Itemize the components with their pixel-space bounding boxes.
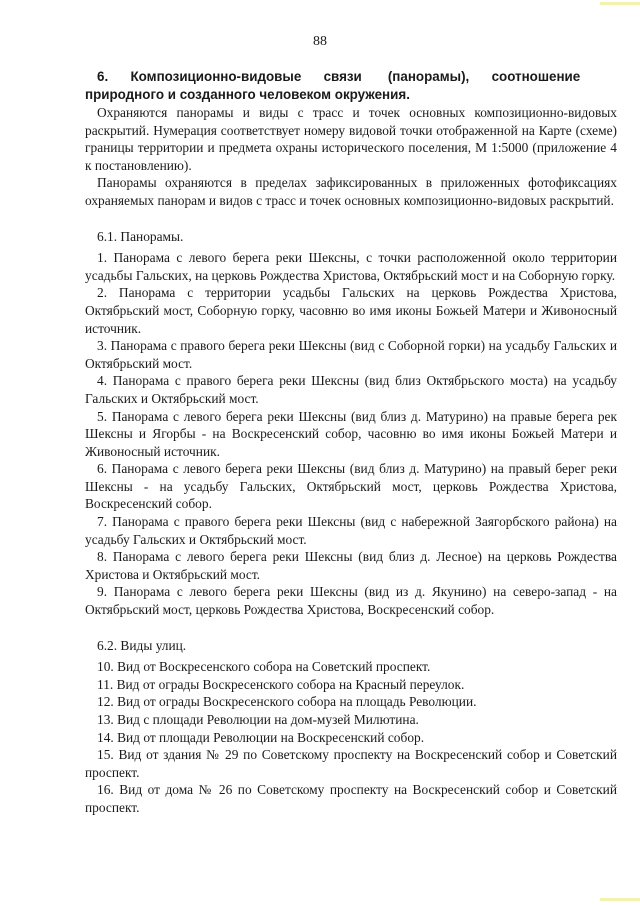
section-heading xyxy=(85,68,617,104)
list-item: 7. Панорама с правого берега реки Шексны (вид с набережной Заягорбского района) на усадьбу Гальских и Октябрьский мост. xyxy=(85,514,617,547)
list-item: 4. Панорама с правого берега реки Шексны (вид близ Октябрьского моста) на усадьбу Гальских и Октябрьский мост. xyxy=(85,373,617,406)
list-item: 9. Панорама с левого берега реки Шексны (вид из д. Якунино) на северо-запад - на Октябрьский мост, церковь Рождества Христова, Воскресенский собор. xyxy=(85,584,617,618)
list-item: 13. Вид с площади Революции на дом-музей Милютина. xyxy=(97,712,419,727)
intro-paragraph: Панорамы охраняются в пределах зафиксированных в приложенных фотофиксациях охраняемых панорам и видов с трасс и точек основных композиционно-видовых раскрытий. xyxy=(85,175,617,208)
scan-mark xyxy=(600,2,640,5)
heading-line-2: природного и созданного человеком окружения. xyxy=(85,87,410,102)
heading-line-1: 6. Композиционно-видовые связи (панорамы), соотношение xyxy=(97,69,581,84)
intro-paragraph: Охраняются панорамы и виды с трасс и точек основных композиционно-видовых раскрытий. Нумерация соответствует номеру видовой точки отображенной на Карте (схеме) границы территории и предмета охраны исторического поселения, М 1:5000 (приложение 4 к постановлению). xyxy=(85,105,617,173)
scan-mark xyxy=(600,898,640,901)
list-item: 5. Панорама с левого берега реки Шексны (вид близ д. Матурино) на правые берега рек Шексны и Ягорбы - на Воскресенский собор, часовню во имя иконы Божьей Матери и Живоносный источник. xyxy=(85,408,617,459)
subsection-title-streets: 6.2. Виды улиц. xyxy=(97,637,187,653)
list-item: 1. Панорама с левого берега реки Шексны, с точки расположенной около территории усадьбы Гальских, на церковь Рождества Христова, Октябрьский мост и на Соборную горку. xyxy=(85,250,617,283)
list-item: 12. Вид от ограды Воскресенского собора на площадь Революции. xyxy=(97,694,477,710)
list-item: 11. Вид от ограды Воскресенского собора на Красный переулок. xyxy=(97,676,465,692)
subsection-title-panoramas: 6.1. Панорамы. xyxy=(97,228,184,244)
page-number: 88 xyxy=(313,34,327,49)
list-item: 15. Вид от здания № 29 по Советскому проспекту на Воскресенский собор и Советский проспект. xyxy=(85,747,617,780)
list-item: 14. Вид от площади Революции на Воскресенский собор. xyxy=(97,729,425,745)
list-item: 2. Панорама с территории усадьбы Гальских на церковь Рождества Христова, Октябрьский мост, Соборную горку, часовню во имя иконы Божьей Матери и Живоносный источник. xyxy=(85,285,617,336)
list-item: 3. Панорама с правого берега реки Шексны (вид с Соборной горки) на усадьбу Гальских и Октябрьский мост. xyxy=(85,338,617,371)
list-item: 10. Вид от Воскресенского собора на Советский проспект. xyxy=(97,659,431,675)
list-item: 8. Панорама с левого берега реки Шексны (вид близ д. Лесное) на церковь Рождества Христова и Октябрьский мост. xyxy=(85,549,617,582)
page-content xyxy=(85,68,617,817)
list-item: 6. Панорама с левого берега реки Шексны (вид близ д. Матурино) на правый берег реки Шексны - на усадьбу Гальских, Октябрьский мост, церковь Рождества Христова, Воскресенский собор. xyxy=(85,461,617,512)
list-item: 16. Вид от дома № 26 по Советскому проспекту на Воскресенский собор и Советский проспект. xyxy=(85,782,617,815)
